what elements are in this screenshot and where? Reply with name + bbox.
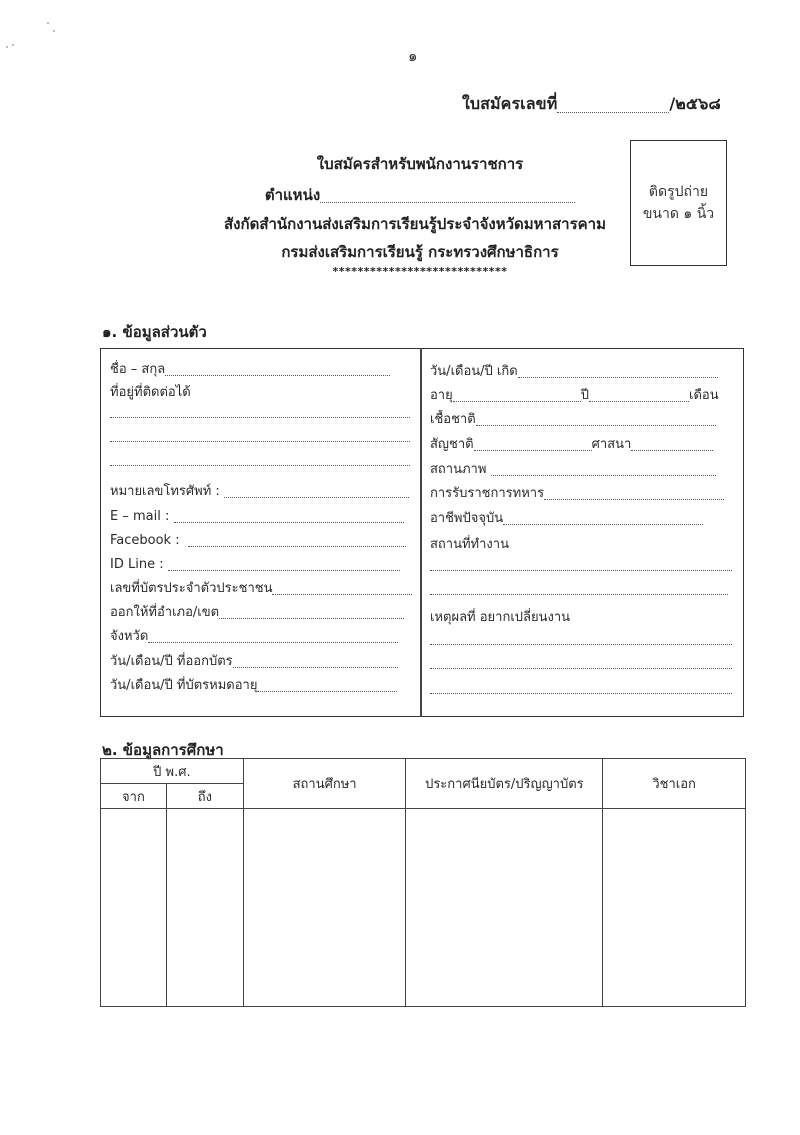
field-facebook[interactable]	[110, 531, 412, 551]
dotted-line	[503, 511, 703, 525]
position-line	[230, 183, 610, 207]
field-age[interactable]	[430, 386, 735, 406]
cell-major[interactable]	[603, 809, 746, 1007]
field-label: ID Line :	[110, 557, 164, 572]
religion-label: ศาสนา	[591, 437, 632, 452]
application-number-field[interactable]	[557, 99, 669, 113]
dotted-line	[453, 388, 581, 402]
dotted-line	[165, 362, 390, 376]
field-issued-province[interactable]	[110, 627, 412, 647]
field-ethnicity[interactable]	[430, 410, 735, 430]
field-issue-date[interactable]	[110, 652, 412, 672]
field-label: จังหวัด	[110, 629, 149, 644]
field-address-line-2[interactable]	[110, 440, 410, 442]
header-separator: ****************************	[332, 265, 508, 278]
dotted-line	[272, 581, 412, 595]
field-address-line-3[interactable]	[110, 464, 410, 466]
dotted-line	[168, 557, 400, 571]
field-reason-label	[430, 608, 735, 628]
dotted-line	[148, 629, 398, 643]
header-year-to: ถึง	[166, 784, 243, 809]
field-email[interactable]	[110, 507, 412, 527]
field-line-id[interactable]	[110, 555, 412, 575]
photo-placeholder[interactable]	[630, 140, 727, 266]
field-expiry-date[interactable]	[110, 676, 412, 696]
dotted-line	[224, 484, 409, 498]
table-row	[101, 809, 746, 1007]
application-number-label: ใบสมัครเลขที่	[462, 94, 558, 113]
dotted-line	[631, 437, 713, 451]
field-label: สัญชาติ	[430, 437, 474, 452]
field-label: หมายเลขโทรศัพท์ :	[110, 484, 220, 499]
field-phone[interactable]	[110, 482, 412, 502]
dotted-line	[544, 486, 724, 500]
scan-speck	[12, 44, 14, 46]
photo-label-line2: ขนาด ๑ นิ้ว	[642, 206, 715, 222]
dotted-line	[188, 533, 406, 547]
cell-institution[interactable]	[243, 809, 406, 1007]
field-label: เชื้อชาติ	[430, 412, 476, 427]
field-marital-status[interactable]	[430, 460, 735, 480]
field-label: ออกให้ที่อำเภอ/เขต	[110, 605, 220, 620]
header-major: วิชาเอก	[603, 759, 746, 809]
dotted-line	[233, 654, 398, 668]
position-label: ตำแหน่ง	[264, 186, 321, 204]
affiliation: สังกัดสำนักงานส่งเสริมการเรียนรู้ประจำจังหวัดมหาสารคาม	[224, 215, 606, 233]
dotted-line	[476, 412, 716, 426]
field-national-id[interactable]	[110, 579, 412, 599]
dotted-line	[257, 678, 397, 692]
application-number	[462, 92, 721, 117]
field-label: การรับราชการทหาร	[430, 486, 545, 501]
scan-speck	[47, 22, 49, 24]
header-certificate: ประกาศนียบัตร/ปริญญาบัตร	[406, 759, 603, 809]
age-years-label: ปี	[580, 388, 589, 403]
field-reason-line-1[interactable]	[430, 643, 732, 645]
field-label: เลขที่บัตรประจำตัวประชาชน	[110, 581, 273, 596]
form-title: ใบสมัครสำหรับพนักงานราชการ	[316, 155, 524, 173]
field-current-occupation[interactable]	[430, 509, 735, 529]
field-label: Facebook :	[110, 533, 180, 548]
header-institution: สถานศึกษา	[243, 759, 406, 809]
department: กรมส่งเสริมการเรียนรู้ กระทรวงศึกษาธิการ	[281, 243, 559, 261]
personal-info-divider	[420, 348, 422, 717]
page-number: ๑	[408, 47, 418, 65]
field-military-service[interactable]	[430, 484, 735, 504]
dotted-line	[474, 437, 592, 451]
field-reason-line-3[interactable]	[430, 692, 732, 694]
field-label: วัน/เดือน/ปี เกิด	[430, 364, 518, 379]
field-reason-line-2[interactable]	[430, 667, 732, 669]
cell-year-to[interactable]	[166, 809, 243, 1007]
field-issued-district[interactable]	[110, 603, 412, 623]
header-year-from: จาก	[101, 784, 167, 809]
field-label: วัน/เดือน/ปี ที่ออกบัตร	[110, 654, 233, 669]
field-label: ชื่อ – สกุล	[110, 362, 166, 377]
field-label: สถานภาพ	[430, 462, 487, 477]
scan-speck	[6, 46, 8, 48]
dotted-line	[174, 509, 404, 523]
header-year: ปี พ.ศ.	[101, 759, 244, 784]
field-address-line-1[interactable]	[110, 416, 410, 418]
field-label: E – mail :	[110, 509, 170, 524]
field-address-label	[110, 383, 412, 403]
education-table	[100, 758, 746, 1007]
field-label: ที่อยู่ที่ติดต่อได้	[110, 385, 191, 400]
section-personal-title: ๑. ข้อมูลส่วนตัว	[102, 323, 207, 341]
dotted-line	[518, 364, 718, 378]
field-label: อาชีพปัจจุบัน	[430, 511, 504, 526]
field-workplace-line-1[interactable]	[430, 569, 732, 571]
field-fullname[interactable]	[110, 360, 412, 380]
field-label: เหตุผลที่ อยากเปลี่ยนงาน	[430, 610, 571, 625]
field-label: วัน/เดือน/ปี ที่บัตรหมดอายุ	[110, 678, 258, 693]
field-label: อายุ	[430, 388, 453, 403]
field-workplace-line-2[interactable]	[430, 593, 728, 595]
field-birth-date[interactable]	[430, 362, 735, 382]
dotted-line	[491, 462, 716, 476]
dotted-line	[219, 605, 404, 619]
position-field[interactable]	[320, 189, 575, 203]
field-nationality-religion[interactable]	[430, 435, 735, 455]
dotted-line	[589, 388, 689, 402]
photo-label-line1: ติดรูปถ่าย	[648, 184, 709, 200]
scan-speck	[53, 30, 55, 32]
section-education-title: ๒. ข้อมูลการศึกษา	[102, 741, 224, 759]
application-number-year: /๒๕๖๘	[669, 94, 721, 113]
age-months-label: เดือน	[689, 388, 719, 403]
field-workplace-label	[430, 535, 735, 555]
cell-year-from[interactable]	[101, 809, 167, 1007]
cell-certificate[interactable]	[406, 809, 603, 1007]
field-label: สถานที่ทำงาน	[430, 537, 509, 552]
